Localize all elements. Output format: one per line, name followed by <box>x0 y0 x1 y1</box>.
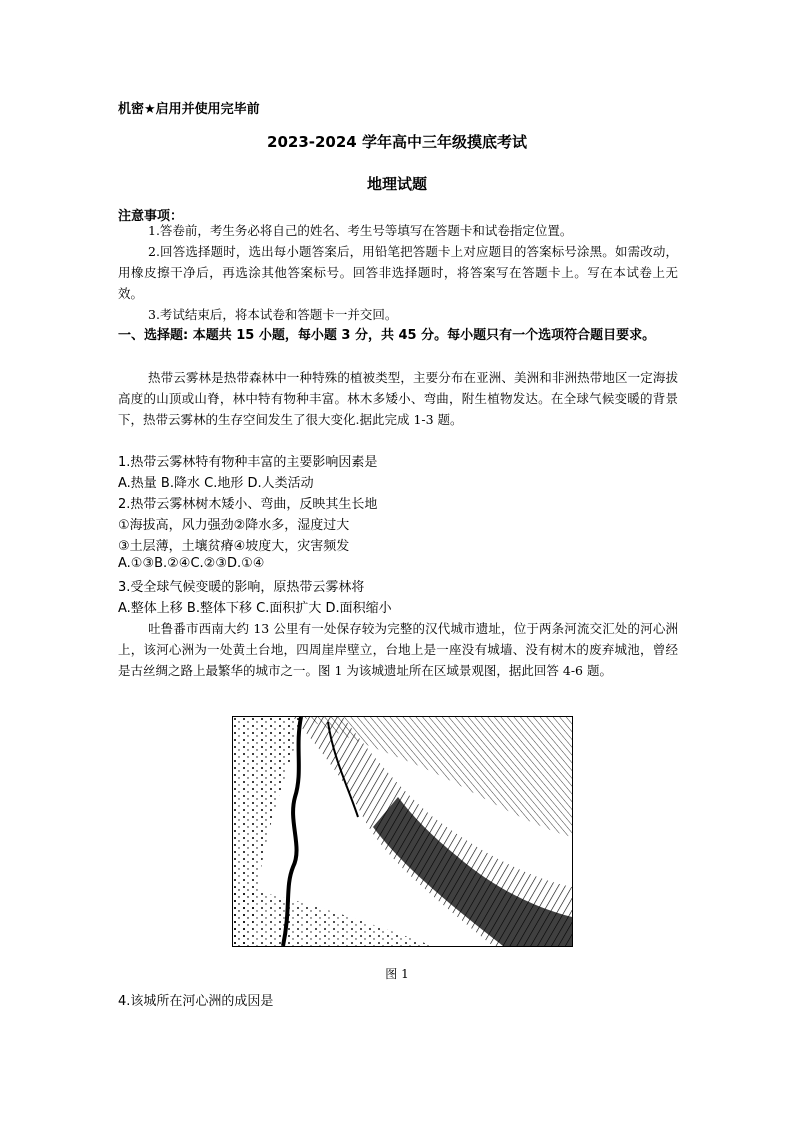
notice-list <box>118 220 678 325</box>
notice-heading: 注意事项： <box>118 209 184 224</box>
question-4: 4.该城所在河心洲的成因是 <box>118 994 274 1009</box>
passage-2 <box>118 618 678 681</box>
question-2-statements-1: ①海拔高，风力强劲②降水多，湿度过大 <box>118 518 350 533</box>
landscape-photo <box>232 716 573 947</box>
question-3-options: A.整体上移 B.整体下移 C.面积扩大 D.面积缩小 <box>118 601 392 616</box>
question-2-statements-2: ③土层薄，土壤贫瘠④坡度大，灾害频发 <box>118 539 350 554</box>
figure-caption: 图 1 <box>385 967 409 981</box>
question-1: 1.热带云雾林特有物种丰富的主要影响因素是 <box>118 455 378 470</box>
question-1-options: A.热量 B.降水 C.地形 D.人类活动 <box>118 476 314 491</box>
question-2-options: A.①③B.②④C.②③D.①④ <box>118 556 265 571</box>
notice-item: 1.答卷前，考生务必将自己的姓名、考生号等填写在答题卡和试卷指定位置。 <box>148 223 573 238</box>
exam-title: 2023-2024 学年高中三年级摸底考试 <box>267 133 527 151</box>
passage-1 <box>118 367 678 430</box>
question-3: 3.受全球气候变暖的影响，原热带云雾林将 <box>118 580 365 595</box>
notice-item: 2.回答选择题时，选出每小题答案后，用铅笔把答题卡上对应题目的答案标号涂黑。如需改动，用橡皮擦干净后，再选涂其他答案标号。回答非选择题时，将答案写在答题卡上。写在本试卷上无效。 <box>118 244 678 301</box>
subject-title: 地理试题 <box>366 175 427 193</box>
section-heading: 一、选择题: 本题共 15 小题，每小题 3 分，共 45 分。每小题只有一个选项符合题目要求。 <box>118 328 656 343</box>
notice-item: 3.考试结束后，将本试卷和答题卡一并交回。 <box>148 307 398 322</box>
confidential-mark: 机密★启用并使用完毕前 <box>118 102 260 117</box>
passage-text: 热带云雾林是热带森林中一种特殊的植被类型，主要分布在亚洲、美洲和非洲热带地区一定海拔高度的山顶或山脊，林中特有物种丰富。林木多矮小、弯曲，附生植物发达。在全球气候变暖的背景下，热带云雾林的生存空间发生了很大变化.据此完成 1-3 题。 <box>118 370 678 427</box>
question-2: 2.热带云雾林树木矮小、弯曲，反映其生长地 <box>118 497 378 512</box>
passage-text: 吐鲁番市西南大约 13 公里有一处保存较为完整的汉代城市遗址，位于两条河流交汇处的河心洲上，该河心洲为一处黄土台地，四周崖岸壁立，台地上是一座没有城墙、没有树木的废弃城池，曾经是古丝绸之路上最繁华的城市之一。图 1 为该城遗址所在区域景观图，据此回答 4-6 题。 <box>118 621 678 678</box>
